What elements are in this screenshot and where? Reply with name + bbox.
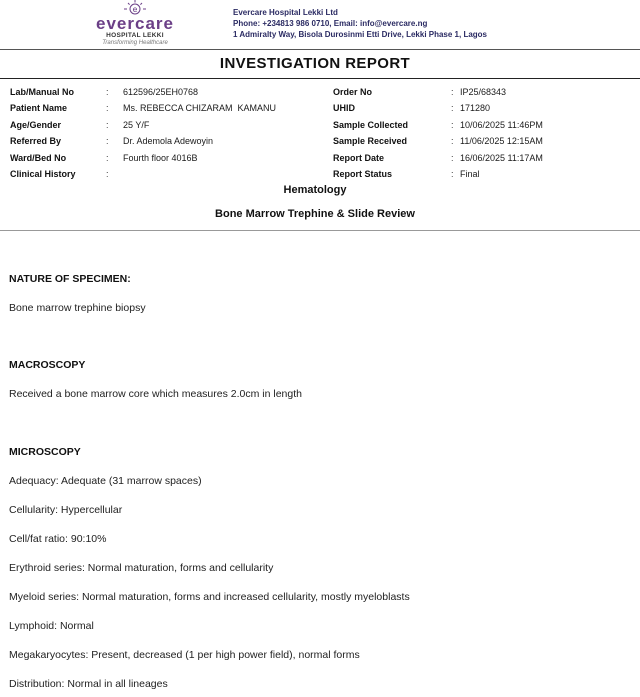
patient-info-right xyxy=(333,84,543,182)
nature-heading: NATURE OF SPECIMEN: xyxy=(9,273,131,285)
hospital-logo xyxy=(80,0,190,46)
microscopy-line: Lymphoid: Normal xyxy=(9,620,94,632)
logo-subtitle: HOSPITAL LEKKI xyxy=(106,32,164,39)
info-row: Ward/Bed No : Fourth floor 4016B xyxy=(10,150,276,166)
microscopy-line: Distribution: Normal in all lineages xyxy=(9,678,168,690)
info-row: Sample Collected : 10/06/2025 11:46PM xyxy=(333,117,543,133)
microscopy-line: Myeloid series: Normal maturation, forms and increased cellularity, mostly myeloblasts xyxy=(9,591,410,603)
svg-text:e: e xyxy=(132,5,138,14)
company-address: 1 Admiralty Way, Bisola Durosinmi Etti Drive, Lekki Phase 1, Lagos xyxy=(233,30,488,39)
info-row: Report Date : 16/06/2025 11:17AM xyxy=(333,150,543,166)
info-row: Age/Gender : 25 Y/F xyxy=(10,117,276,133)
patient-info-left xyxy=(10,84,276,182)
info-value: 11/06/2025 12:15AM xyxy=(460,136,543,147)
macroscopy-text: Received a bone marrow core which measures 2.0cm in length xyxy=(9,388,302,400)
info-label: Clinical History xyxy=(10,169,76,180)
header-divider xyxy=(0,49,640,50)
macroscopy-heading: MACROSCOPY xyxy=(9,359,86,371)
info-label: Sample Collected xyxy=(333,119,409,130)
info-value: IP25/68343 xyxy=(460,87,507,97)
info-label: UHID xyxy=(333,103,355,114)
info-label: Age/Gender xyxy=(10,119,62,130)
info-value: Dr. Ademola Adewoyin xyxy=(123,136,214,147)
info-row: Report Status : Final xyxy=(333,166,543,182)
nature-text: Bone marrow trephine biopsy xyxy=(9,302,146,314)
info-row: Order No : IP25/68343 xyxy=(333,84,543,100)
company-name: Evercare Hospital Lekki Ltd xyxy=(233,8,338,17)
info-label: Patient Name xyxy=(10,103,68,114)
report-title: INVESTIGATION REPORT xyxy=(219,55,411,72)
info-value: 16/06/2025 11:17AM xyxy=(460,152,543,163)
info-row: UHID : 171280 xyxy=(333,100,543,116)
logo-brand: evercare xyxy=(96,14,174,33)
info-row: Sample Received : 11/06/2025 12:15AM xyxy=(333,133,543,149)
info-value: 612596/25EH0768 xyxy=(123,87,199,97)
info-value: Final xyxy=(460,169,480,180)
info-label: Report Date xyxy=(333,152,385,163)
microscopy-heading: MICROSCOPY xyxy=(9,446,81,458)
info-label: Lab/Manual No xyxy=(10,87,75,97)
microscopy-line: Cell/fat ratio: 90:10% xyxy=(9,533,107,545)
info-value: 25 Y/F xyxy=(123,119,150,130)
department-title: Hematology xyxy=(283,184,347,196)
logo-tagline: Transforming Healthcare xyxy=(102,40,168,46)
info-label: Report Status xyxy=(333,169,393,180)
info-value: Ms. REBECCA CHIZARAM KAMANU xyxy=(123,103,277,114)
info-value: Fourth floor 4016B xyxy=(123,152,198,163)
info-value: 171280 xyxy=(460,103,491,114)
microscopy-line: Erythroid series: Normal maturation, forms and cellularity xyxy=(9,562,274,574)
info-label: Ward/Bed No xyxy=(10,152,67,163)
info-label: Sample Received xyxy=(333,136,408,147)
info-row: Clinical History : xyxy=(10,166,276,182)
company-contact: Phone: +234813 986 0710, Email: info@evercare.ng xyxy=(233,19,428,28)
info-row: Referred By : Dr. Ademola Adewoyin xyxy=(10,133,276,149)
microscopy-line: Adequacy: Adequate (31 marrow spaces) xyxy=(9,475,202,487)
info-row: Patient Name : Ms. REBECCA CHIZARAM KAMANU xyxy=(10,100,276,116)
info-row: Lab/Manual No : 612596/25EH0768 xyxy=(10,84,276,100)
company-info xyxy=(233,7,487,40)
microscopy-line: Cellularity: Hypercellular xyxy=(9,504,123,516)
section-divider xyxy=(0,230,640,231)
info-value: 10/06/2025 11:46PM xyxy=(460,119,543,130)
info-label: Order No xyxy=(333,87,373,97)
title-divider xyxy=(0,78,640,79)
microscopy-line: Megakaryocytes: Present, decreased (1 per high power field), normal forms xyxy=(9,649,360,661)
test-name: Bone Marrow Trephine & Slide Review xyxy=(215,208,415,220)
info-label: Referred By xyxy=(10,136,62,147)
